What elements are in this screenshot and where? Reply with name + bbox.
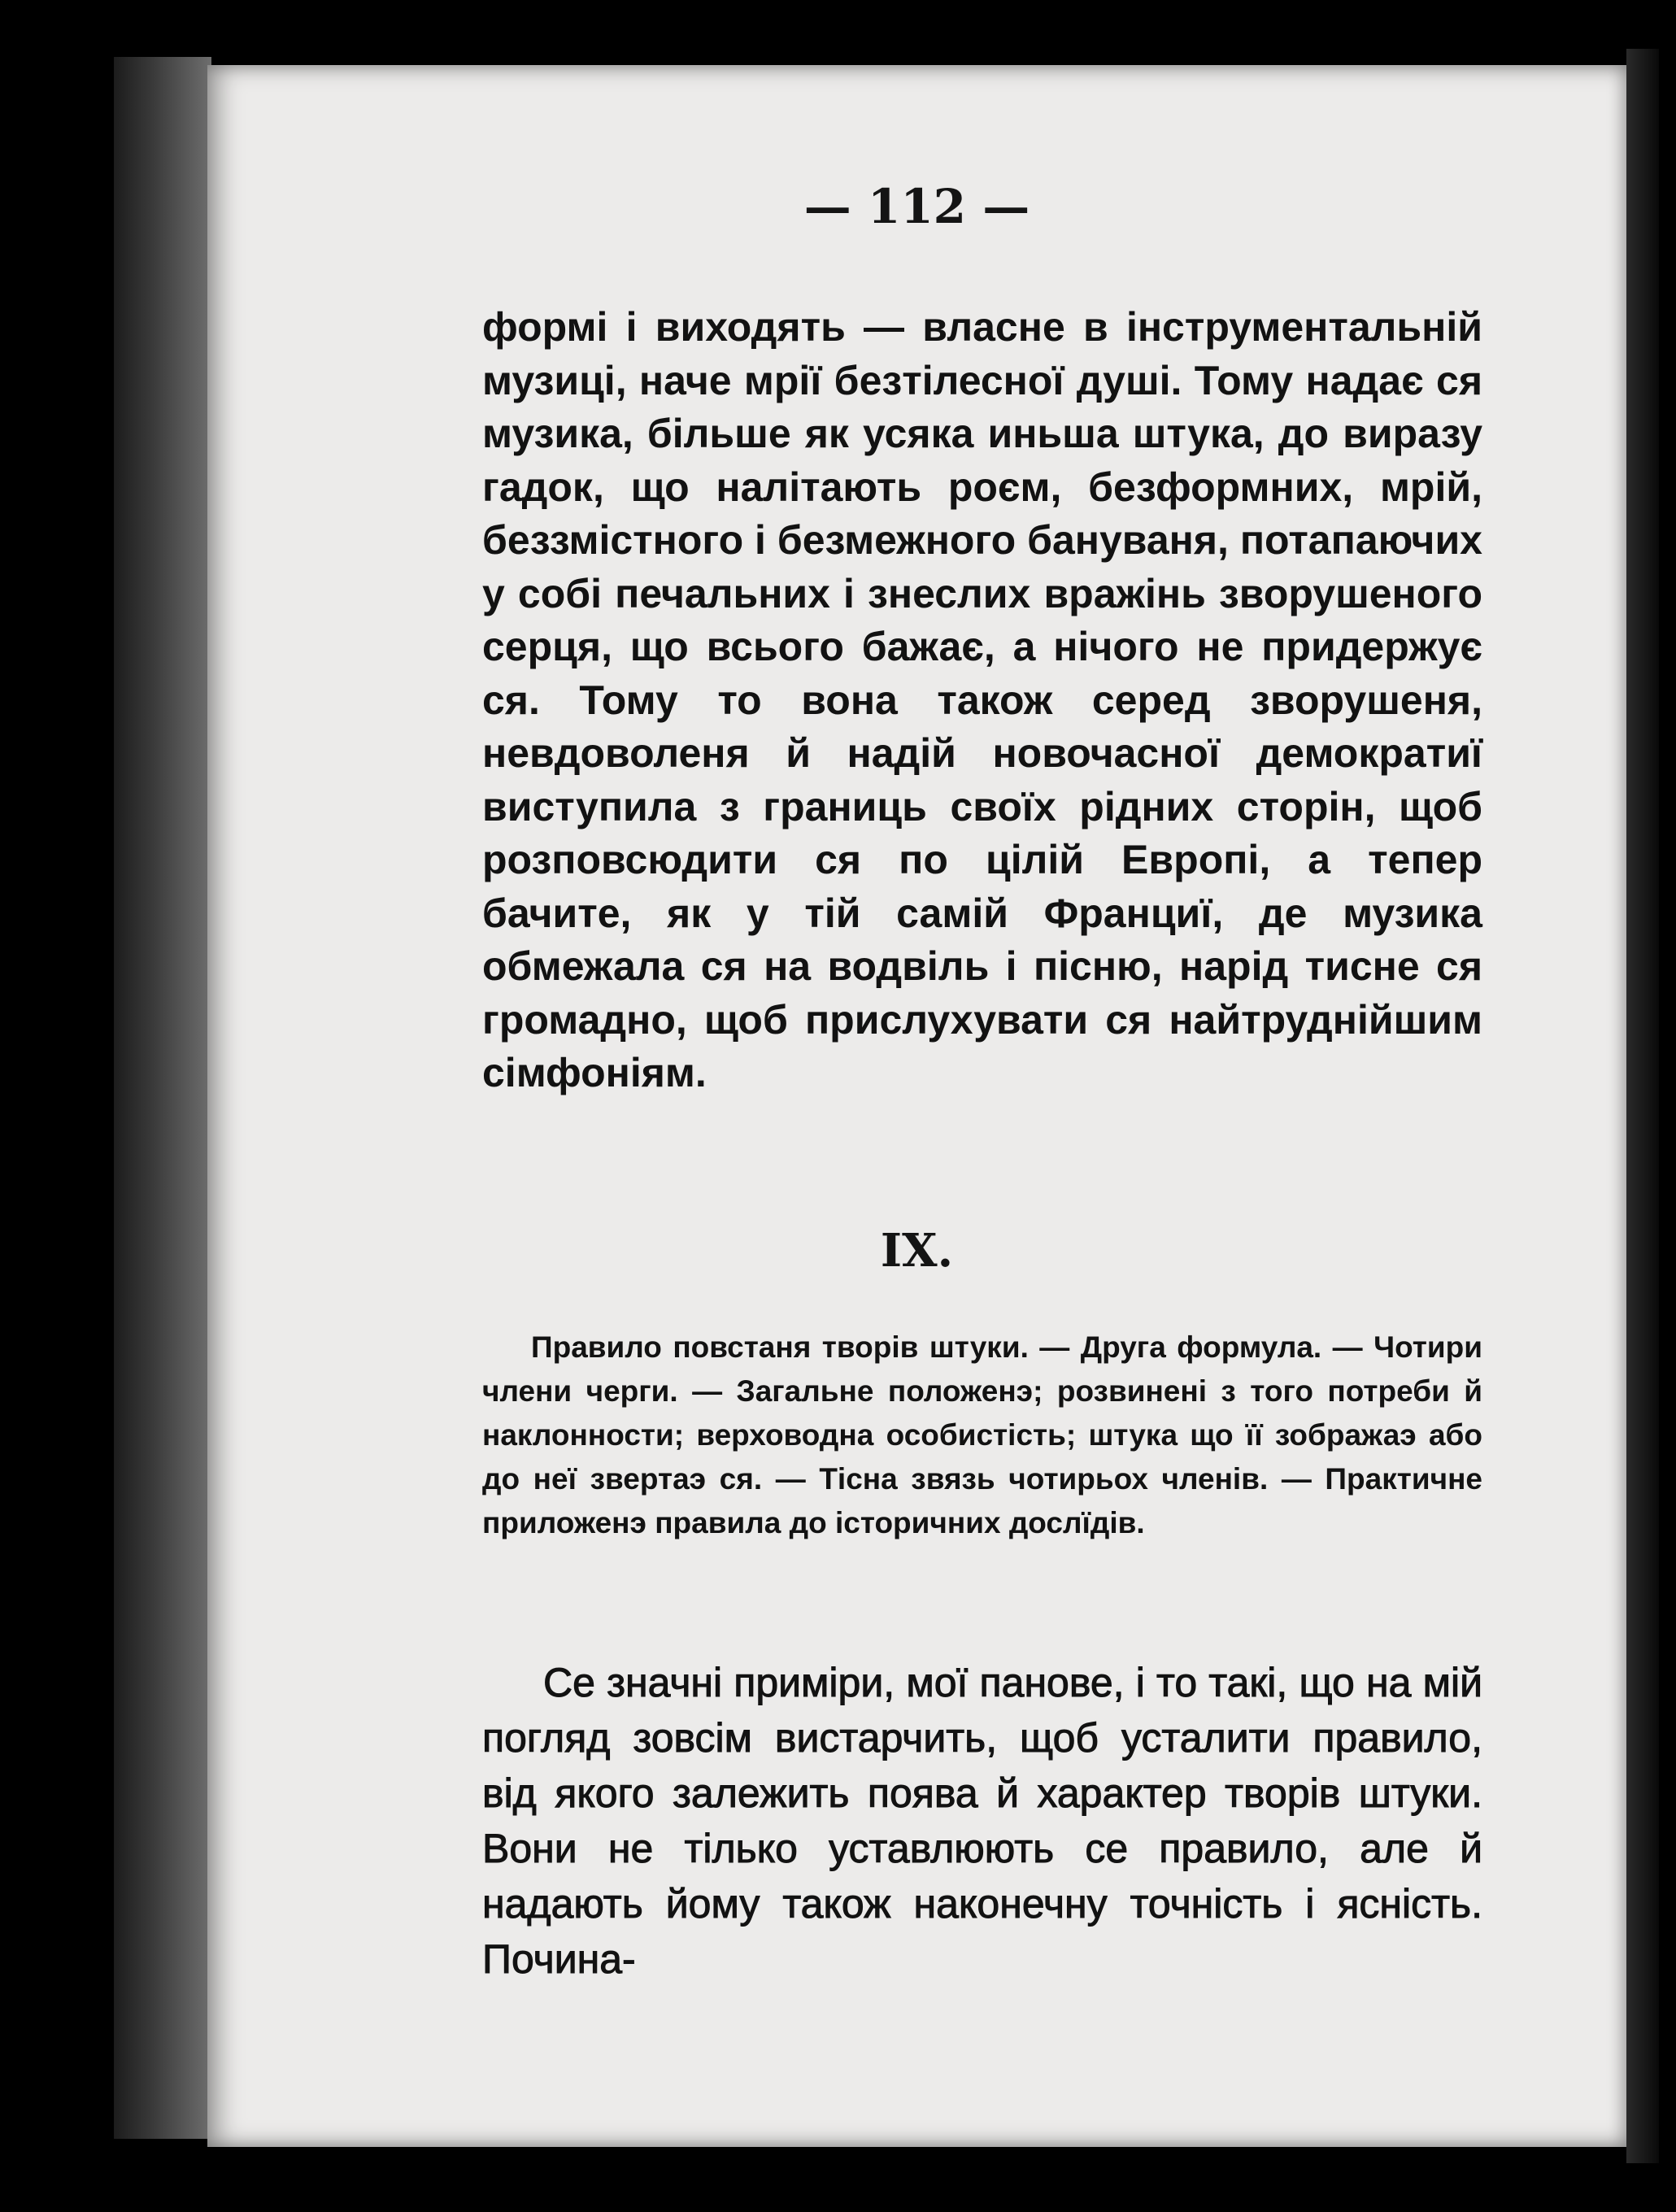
book-spine-shadow bbox=[114, 57, 211, 2139]
body-paragraph-2: Се значні приміри, мої панове, і то такі, що на мій погляд зовсім вистарчить, щоб усталити правило, від якого залежить поява й характер творів штуки. Вони не тілько уставлюють се правило, але й надають йому також наконечну точність і ясність. Почина- bbox=[482, 1660, 1482, 1982]
page-edge-shadow bbox=[1626, 49, 1659, 2163]
body-paragraph-1: формі і виходять — власне в інструментальній музиці, наче мрії безтілесної душі. Тому надає ся музика, більше як усяка иньша штука, до виразу гадок, що налітають роєм, безформних, мрій, беззмістного і безмежного бануваня, потапаючих у собі печальних і знеслих вражінь зворушеного серця, що всього бажає, а нічого не придержує ся. Тому то вона також серед зворушеня, невдоволеня й надій новочасної демократиї виступила з границь своїх рідних сторін, щоб розповсюдити ся по цілій Европі, а тепер бачите, як у тій самій Франциї, де музика обмежала ся на водвіль і пісню, нарід тисне ся громадно, щоб прислухувати ся найтруднійшим сімфоніям. bbox=[482, 304, 1482, 1095]
page-number: — 112 — bbox=[803, 179, 1030, 234]
chapter-summary: Правило повстаня творів штуки. — Друга формула. — Чотири члени черги. — Загальне положенэ; розвинені з того потреби й наклонности; верховодна особистість; штука що її зображаэ або до неї звертаэ ся. — Тісна звязь чотирьох членів. — Практичне приложенэ правила до історичних дослїдів. bbox=[482, 1330, 1482, 1539]
section-heading: IX. bbox=[880, 1224, 954, 1278]
book-page bbox=[207, 65, 1626, 2147]
